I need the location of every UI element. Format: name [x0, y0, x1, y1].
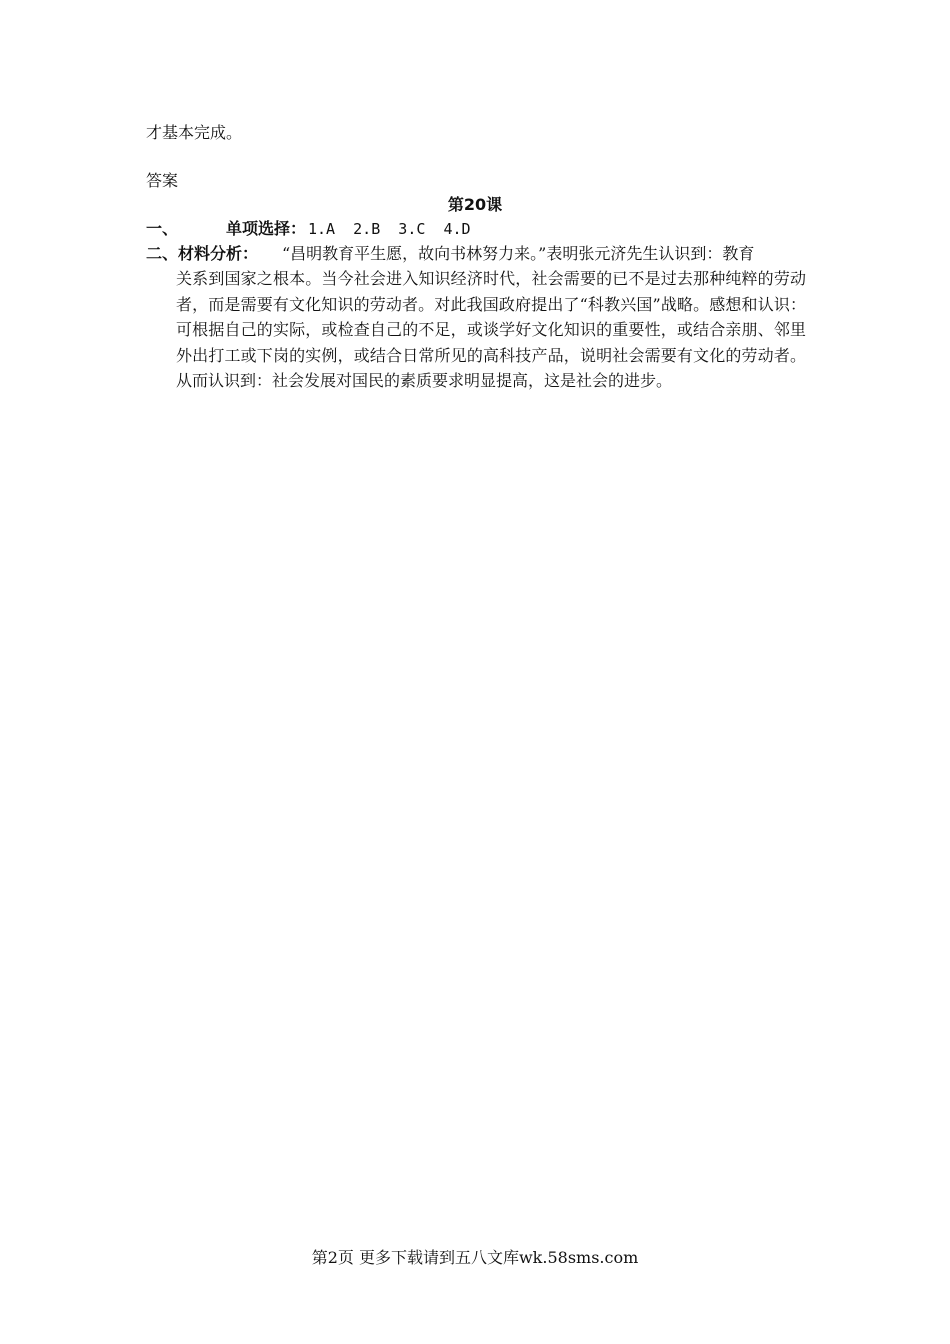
question-1-label: 单项选择：: [226, 219, 307, 238]
lesson-title: 第20课: [447, 195, 503, 214]
answer-heading: 答案: [146, 171, 179, 190]
question-2-label: 材料分析：: [178, 244, 259, 263]
question-1: [146, 216, 471, 242]
question-1-number: 一、: [146, 219, 179, 238]
question-2-number: 二、: [146, 244, 179, 263]
question-1-answers: 1.A 2.B 3.C 4.D: [308, 220, 471, 238]
top-line: 才基本完成。: [146, 123, 243, 142]
question-2-first-line: “昌明教育平生愿，故向书林努力来。”表明张元济先生认识到：教育: [282, 244, 755, 263]
question-2: [146, 241, 755, 267]
page-footer: 第2页 更多下载请到五八文库wk.58sms.com: [311, 1248, 639, 1267]
question-2-body: 关系到国家之根本。当今社会进入知识经济时代，社会需要的已不是过去那种纯粹的劳动者，而是需要有文化知识的劳动者。对此我国政府提出了“科教兴国”战略。感想和认识：可根据自己的实际，或检查自己的不足，或谈学好文化知识的重要性，或结合亲朋、邻里外出打工或下岗的实例，或结合日常所见的高科技产品，说明社会需要有文化的劳动者。从而认识到：社会发展对国民的素质要求明显提高，这是社会的进步。: [176, 269, 806, 390]
